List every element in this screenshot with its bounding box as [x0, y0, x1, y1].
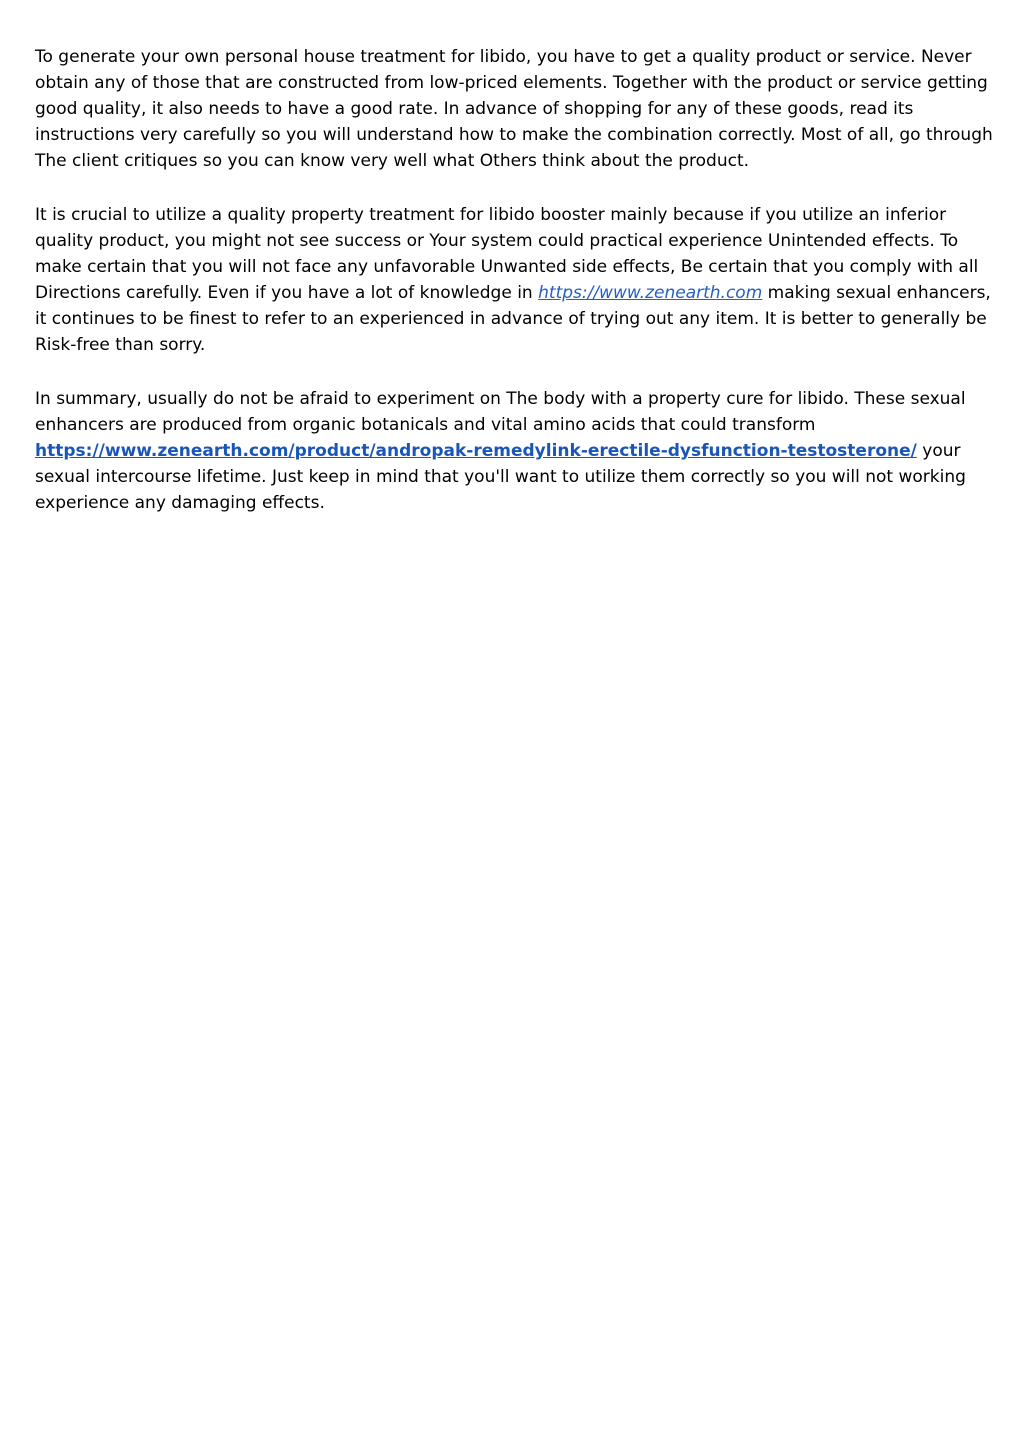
paragraph-2-text-end: making sexual enhancers, it continues to be finest to refer to an experienced in advance of trying out any item. It is better to generally be Risk-free than sorry. [35, 283, 991, 355]
zenearth-product-link[interactable]: https://www.zenearth.com/product/andropak-remedylink-erectile-dysfunction-testosterone/ [35, 441, 917, 461]
paragraph-1-text: To generate your own personal house treatment for libido, you have to get a quality product or service. Never obtain any of those that are constructed from low-priced elements. Together with the product or service getting good quality, it also needs to have a good rate. In advance of shopping for any of these goods, read its instructions very carefully so you will understand how to make the combination correctly. Most of all, go through The client critiques so you can know very well what Others think about the product. [35, 47, 993, 171]
paragraph-3-text-end: your sexual intercourse lifetime. Just keep in mind that you'll want to utilize them correctly so you will not working experience any damaging effects. [35, 441, 966, 513]
paragraph-3 [35, 386, 995, 516]
paragraph-2-text-start: It is crucial to utilize a quality property treatment for libido booster mainly because if you utilize an inferior quality product, you might not see success or Your system could practical experience Unintended effects. To make certain that you will not face any unfavorable Unwanted side effects, Be certain that you comply with all Directions carefully. Even if you have a lot of knowledge in [35, 205, 979, 303]
paragraph-1 [35, 44, 995, 174]
paragraph-2 [35, 202, 995, 358]
zenearth-home-link[interactable]: https://www.zenearth.com [538, 283, 763, 303]
paragraph-3-text-start: In summary, usually do not be afraid to experiment on The body with a property cure for libido. These sexual enhancers are produced from organic botanicals and vital amino acids that could transform [35, 389, 966, 435]
document-page [35, 44, 995, 544]
